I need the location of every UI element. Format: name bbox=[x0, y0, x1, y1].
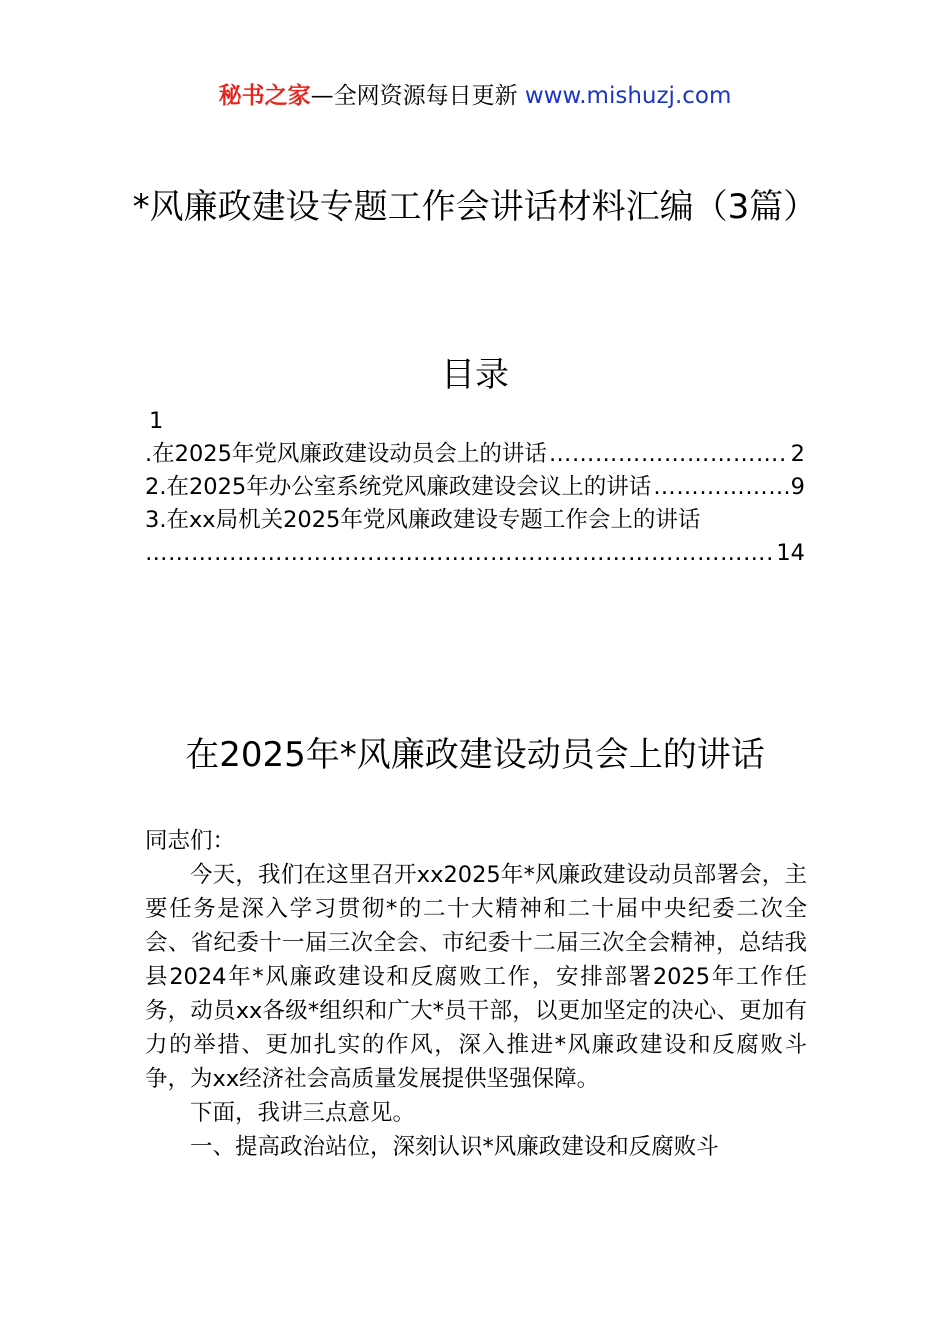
toc-item-1-page: 2 bbox=[790, 441, 805, 467]
section-heading: 一、提高政治站位，深刻认识*风廉政建设和反腐败斗 bbox=[190, 1134, 719, 1160]
toc-item-2-page: 9 bbox=[790, 474, 805, 500]
header-slogan: —全网资源每日更新 bbox=[310, 83, 525, 109]
site-url-link[interactable]: www.mishuzj.com bbox=[524, 83, 732, 109]
brand-name: 秘书之家 bbox=[218, 83, 311, 109]
speech-title: 在2025年*风廉政建设动员会上的讲话 bbox=[185, 735, 765, 775]
toc-item-3-continuation[interactable] bbox=[145, 537, 805, 570]
site-header bbox=[0, 80, 950, 112]
toc-item-1-text: .在2025年党风廉政建设动员会上的讲话 bbox=[145, 441, 547, 467]
toc-leader-dots bbox=[145, 537, 774, 570]
toc-heading: 目录 bbox=[441, 355, 509, 395]
toc-item-3[interactable] bbox=[145, 504, 805, 537]
table-of-contents bbox=[145, 405, 805, 570]
toc-item-2[interactable] bbox=[145, 471, 805, 504]
toc-item-3-text: 3.在xx局机关2025年党风廉政建设专题工作会上的讲话 bbox=[145, 507, 701, 533]
paragraph: 下面，我讲三点意见。 bbox=[190, 1100, 416, 1126]
toc-leader-dots bbox=[653, 471, 788, 504]
toc-item-2-text: 2.在2025年办公室系统党风廉政建设会议上的讲话 bbox=[145, 474, 652, 500]
speech-body bbox=[145, 824, 807, 1164]
toc-item-1-number: 1 bbox=[149, 408, 164, 434]
toc-item-1[interactable] bbox=[145, 438, 805, 471]
toc-item-3-page: 14 bbox=[776, 540, 805, 566]
document-title: *风廉政建设专题工作会讲话材料汇编（3篇） bbox=[132, 187, 818, 227]
salutation: 同志们： bbox=[145, 828, 236, 854]
toc-leader-dots bbox=[549, 438, 789, 471]
paragraph: 今天，我们在这里召开xx2025年*风廉政建设动员部署会，主要任务是深入学习贯彻*的二十大精神和二十届中央纪委二次全会、省纪委十一届三次全会、市纪委十二届三次全会精神，总结我县2024年*风廉政建设和反腐败工作，安排部署2025年工作任务，动员xx各级*组织和广大*员干部，以更加坚定的决心、更加有力的举措、更加扎实的作风，深入推进*风廉政建设和反腐败斗争，为xx经济社会高质量发展提供坚强保障。 bbox=[145, 862, 807, 1092]
